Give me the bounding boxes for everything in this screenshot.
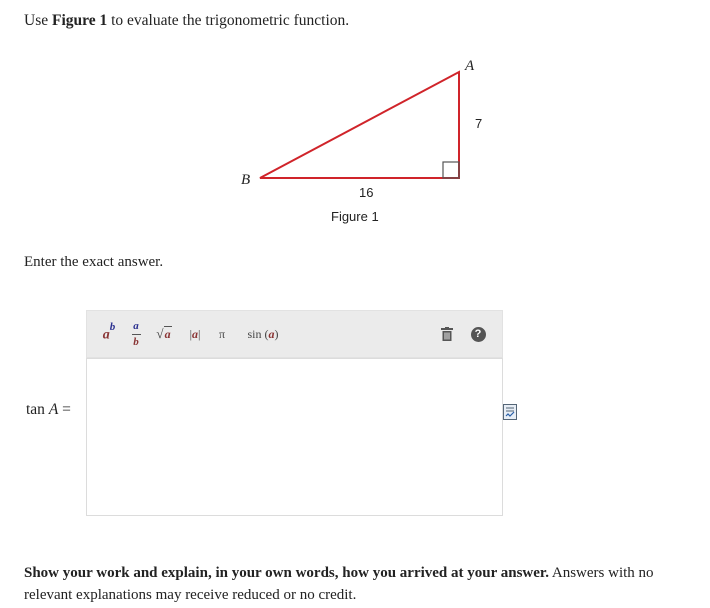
power-icon: $a^b$ [102,321,116,343]
abs-icon: |a| [189,326,201,341]
spellcheck-document-icon[interactable] [503,404,517,420]
enter-exact-answer-text: Enter the exact answer. [24,254,164,270]
show-work-instructions: Show your work and explain, in your own words, how you arrived at your answer. Answers with no relevant explanations may receive reduced or no credit. [24,565,654,603]
sqrt-button[interactable]: √ a [156,326,171,341]
power-button[interactable] [95,311,123,357]
triangle [260,72,459,178]
tan-a-label: tan A = [26,401,71,418]
sin-button[interactable] [235,311,291,357]
clear-button[interactable] [434,311,460,357]
side-right-label: 7 [475,116,483,131]
answer-input[interactable] [86,358,503,516]
math-toolbar [86,310,503,358]
pi-icon: π [218,326,226,341]
figure-reference: Figure 1 [51,12,108,29]
side-bottom-label: 16 [359,185,374,200]
instruction-text: Use Figure 1 to evaluate the trigonometric function. [24,12,350,29]
right-angle-marker [443,162,459,178]
help-icon: ? [471,327,486,342]
figure-caption: Figure 1 [331,209,379,224]
help-button[interactable] [465,311,491,357]
fraction-button[interactable]: a b [133,319,139,348]
vertex-b-label: B [241,172,251,188]
vertex-a-label: A [465,58,475,74]
sqrt-icon: √ [156,326,164,341]
abs-button[interactable] [181,311,209,357]
fraction-icon: a [133,319,139,332]
sin-icon: sin (a) [247,326,279,341]
trash-icon [441,327,453,341]
pi-button[interactable] [211,311,233,357]
